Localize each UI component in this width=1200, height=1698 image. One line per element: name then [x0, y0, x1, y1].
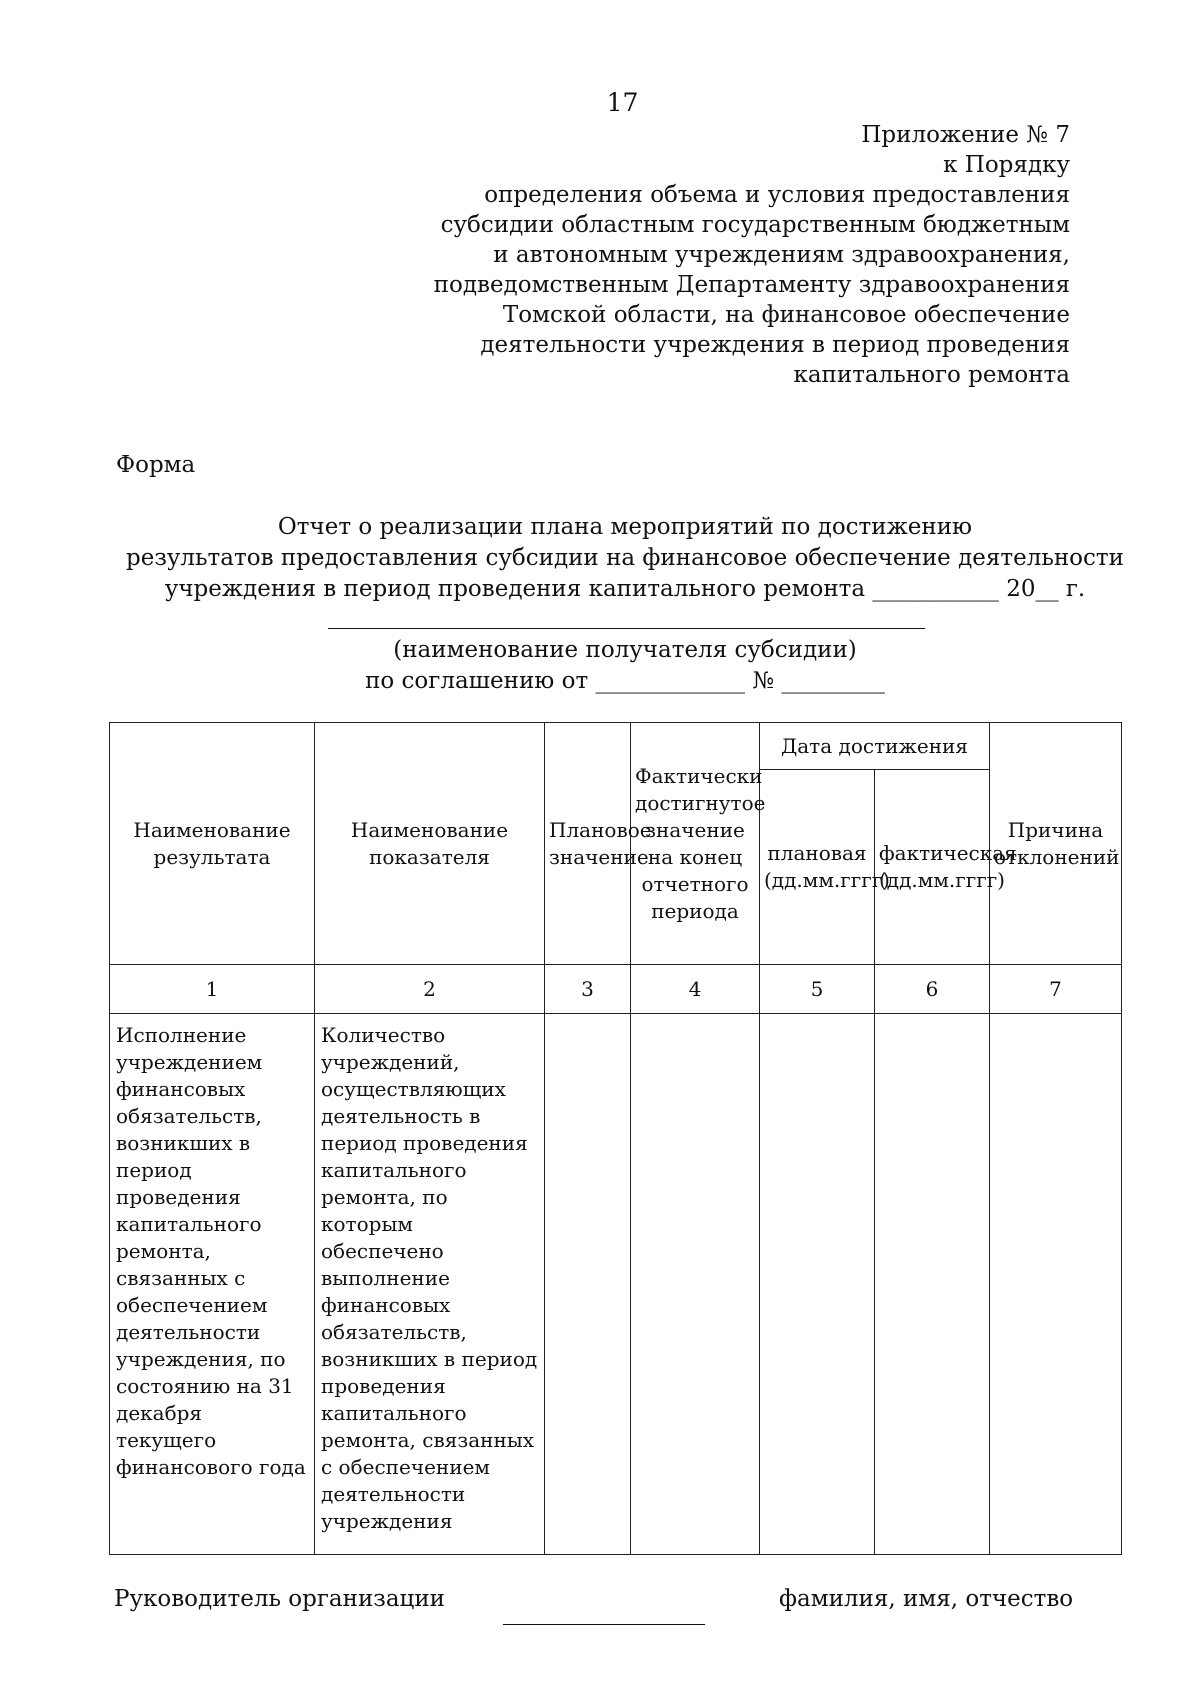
appendix-line: субсидии областным государственным бюджетным: [440, 212, 1070, 238]
header-planned-value: Плановое значение: [545, 723, 631, 965]
page-number: 17: [606, 88, 639, 117]
cell-actual-date[interactable]: [875, 1014, 990, 1555]
header-result-name: Наименование результата: [110, 723, 315, 965]
column-number: 3: [545, 965, 631, 1014]
full-name-label: фамилия, имя, отчество: [779, 1586, 1074, 1612]
header-actual-value: Фактически достигнутое значение на конец отчетного периода: [631, 723, 760, 965]
appendix-line: Томской области, на финансовое обеспечение: [502, 302, 1070, 328]
appendix-line: Приложение № 7: [861, 122, 1070, 148]
appendix-header: [434, 120, 1070, 390]
form-label: Форма: [116, 452, 196, 478]
recipient-name-line: [328, 628, 925, 629]
appendix-line: определения объема и условия предоставления: [484, 182, 1070, 208]
header-deviation-reason: Причина отклонений: [990, 723, 1122, 965]
appendix-line: деятельности учреждения в период проведения: [480, 332, 1070, 358]
cell-deviation-reason[interactable]: [990, 1014, 1122, 1555]
title-line: результатов предоставления субсидии на финансовое обеспечение деятельности: [126, 545, 1124, 571]
column-number: 1: [110, 965, 315, 1014]
header-indicator-name: Наименование показателя: [315, 723, 545, 965]
appendix-line: подведомственным Департаменту здравоохранения: [433, 272, 1070, 298]
appendix-line: и автономным учреждениям здравоохранения,: [493, 242, 1070, 268]
title-line: учреждения в период проведения капитального ремонта ___________ 20__ г.: [164, 576, 1086, 602]
column-number: 2: [315, 965, 545, 1014]
cell-planned-date[interactable]: [760, 1014, 875, 1555]
column-number: 5: [760, 965, 875, 1014]
recipient-caption: (наименование получателя субсидии): [393, 637, 857, 663]
signature-line: [503, 1624, 705, 1625]
report-table: [109, 722, 1122, 1555]
cell-indicator[interactable]: Количество учреждений, осуществляющих деятельность в период проведения капитального ремонта, по которым обеспечено выполнение финансовых обязательств, возникших в период проведения капитального ремонта, связанных с обеспечением деятельности учреждения: [315, 1014, 545, 1555]
recipient-block: [0, 635, 1200, 697]
header-achievement-date: Дата достижения: [760, 723, 990, 770]
header-planned-date: плановая (дд.мм.гггг): [760, 770, 875, 965]
appendix-line: капитального ремонта: [793, 362, 1070, 388]
report-title: [0, 512, 1200, 605]
column-number: 7: [990, 965, 1122, 1014]
cell-result[interactable]: Исполнение учреждением финансовых обязательств, возникших в период проведения капитального ремонта, связанных с обеспечением деятельности учреждения, по состоянию на 31 декабря текущего финансового года: [110, 1014, 315, 1555]
column-numbers-row: [110, 965, 1122, 1014]
column-number: 6: [875, 965, 990, 1014]
header-actual-date: фактическая (дд.мм.гггг): [875, 770, 990, 965]
agreement-line: по соглашению от _____________ № _________: [365, 668, 885, 694]
cell-planned-value[interactable]: [545, 1014, 631, 1555]
head-of-organization-label: Руководитель организации: [114, 1586, 445, 1612]
title-line: Отчет о реализации плана мероприятий по достижению: [277, 514, 973, 540]
column-number: 4: [631, 965, 760, 1014]
table-row: [110, 1014, 1122, 1555]
appendix-line: к Порядку: [943, 152, 1070, 178]
cell-actual-value[interactable]: [631, 1014, 760, 1555]
